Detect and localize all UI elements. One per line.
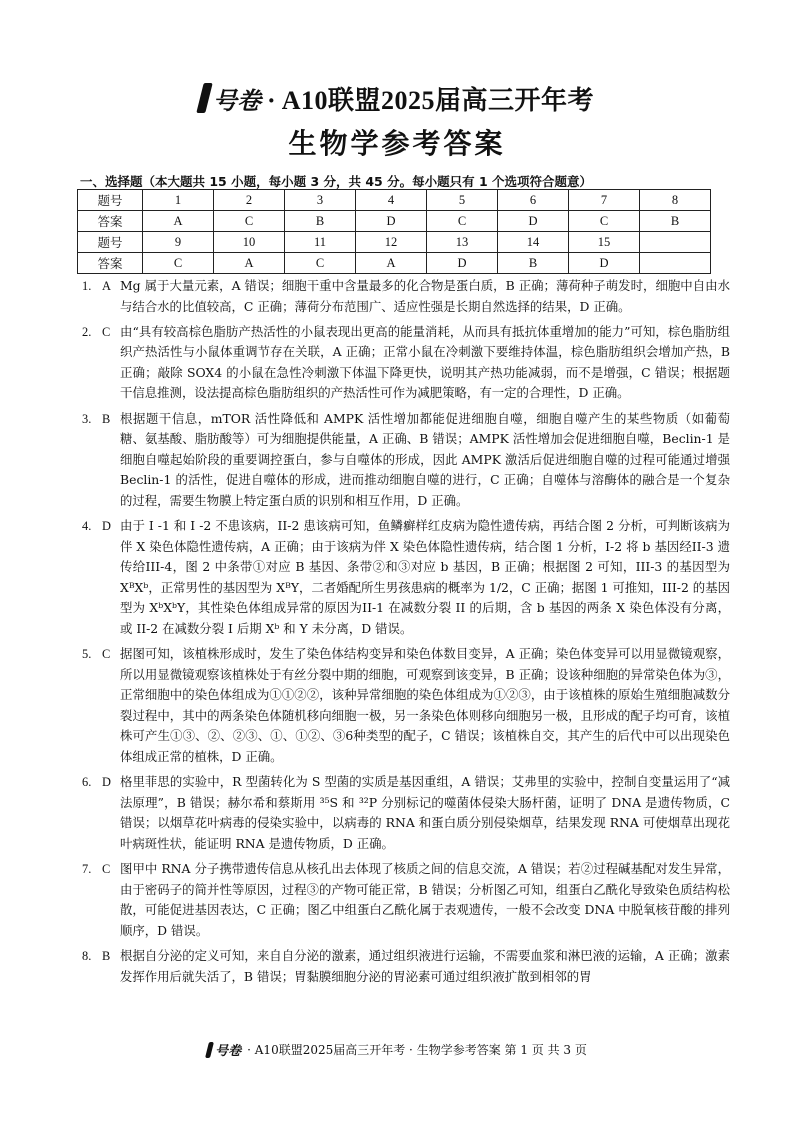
table-cell: C bbox=[143, 253, 214, 274]
item-answer: C bbox=[102, 324, 111, 339]
table-cell: A bbox=[356, 253, 427, 274]
item-answer: D bbox=[102, 519, 111, 534]
table-cell: 15 bbox=[569, 232, 640, 253]
table-cell: 3 bbox=[285, 190, 356, 211]
item-text: 格里菲思的实验中，R 型菌转化为 S 型菌的实质是基因重组，A 错误；艾弗里的实验中，控制自变量运用了“减法原理”，B 错误；赫尔希和蔡斯用 ³⁵S 和 ³²P 分别标记的噬菌体侵染大肠杆菌，证明了 DNA 是遗传物质，C 错误；以烟草花叶病毒的侵染实验中，以病毒的 RNA 和蛋白质分别侵染烟草，结果发现 RNA 可使烟草出现花叶病斑性状，能证明 RNA 是遗传物质，D 正确。 bbox=[120, 774, 730, 851]
item-number: 1. bbox=[82, 279, 92, 293]
item-number: 3. bbox=[82, 411, 92, 426]
logo-bar-icon bbox=[196, 83, 212, 113]
table-cell bbox=[640, 253, 711, 274]
table-cell: C bbox=[569, 211, 640, 232]
item-answer: A bbox=[102, 279, 111, 293]
answer-table bbox=[77, 189, 711, 274]
item-answer: B bbox=[102, 411, 111, 426]
item-text: 由“具有较高棕色脂肪产热活性的小鼠表现出更高的能量消耗，从而具有抵抗体重增加的能力”可知，棕色脂肪组织产热活性与小鼠体重调节存在关联，A 正确；正常小鼠在冷刺激下要维持体温，棕色脂肪组织会增加产热，B 正确；敲除 SOX4 的小鼠在急性冷刺激下体温下降更快，说明其产热功能减弱，而不是增强，C 错误；根据题干信息推测，设法提高棕色脂肪组织的产热活性可作为减肥策略，有一定的合理性，D 正确。 bbox=[120, 323, 730, 401]
table-cell: B bbox=[498, 253, 569, 274]
row-label: 答案 bbox=[78, 211, 143, 232]
table-row-answers-1 bbox=[78, 211, 711, 232]
table-cell: D bbox=[356, 211, 427, 232]
footer-logo-text: 号卷 bbox=[215, 1044, 242, 1059]
table-cell: B bbox=[285, 211, 356, 232]
item-number: 7. bbox=[82, 862, 92, 877]
item-text: Mg 属于大量元素，A 错误；细胞干重中含量最多的化合物是蛋白质，B 正确；薄荷种子萌发时，细胞中自由水与结合水的比值较高，C 正确；薄荷分布范围广、适应性强是长期自然选择的结果，D 正确。 bbox=[120, 278, 730, 314]
table-cell: 1 bbox=[143, 190, 214, 211]
item-text: 据图可知，该植株形成时，发生了染色体结构变异和染色体数目变异，A 正确；染色体变异可以用显微镜观察，所以用显微镜观察该植株处于有丝分裂中期的细胞，可观察到该变异，B 正确；设该种细胞的异常染色体为③，正常细胞中的染色体组成为①①②②，该种异常细胞的染色体组成为①②③，由于该植株的原始生殖细胞减数分裂过程中，其中的两条染色体随机移向细胞一极，另一条染色体则移向细胞另一极，且形成的配子均可育，该植株可产生①③、②、②③、①、①②、③6种类型的配子，C 错误；该植株自交，其产生的后代中可以出现染色体组成正常的植株，D 正确。 bbox=[120, 646, 730, 765]
item-text: 根据自分泌的定义可知，来自自分泌的激素，通过组织液进行运输，不需要血浆和淋巴液的运输，A 正确；激素发挥作用后就失活了，B 错误；胃黏膜细胞分泌的胃泌素可通过组织液扩散到相邻的胃 bbox=[120, 947, 730, 984]
table-cell: A bbox=[214, 253, 285, 274]
table-cell: D bbox=[427, 253, 498, 274]
footer-text: · A10联盟2025届高三开年考 · 生物学参考答案 第 1 页 共 3 页 bbox=[247, 1043, 587, 1057]
table-cell: 11 bbox=[285, 232, 356, 253]
table-cell: 8 bbox=[640, 190, 711, 211]
table-cell: D bbox=[498, 211, 569, 232]
item-number: 2. bbox=[82, 324, 92, 339]
table-cell: C bbox=[427, 211, 498, 232]
item-number: 6. bbox=[82, 775, 92, 790]
section-heading: 一、选择题（本大题共 15 小题，每小题 3 分，共 45 分。每小题只有 1 个选项符合题意） bbox=[80, 174, 593, 189]
exam-title bbox=[0, 78, 794, 118]
explanation-item-7 bbox=[82, 859, 730, 941]
table-cell: 6 bbox=[498, 190, 569, 211]
table-row-answers-2 bbox=[78, 253, 711, 274]
item-answer: C bbox=[102, 862, 111, 877]
table-cell: B bbox=[640, 211, 711, 232]
table-cell: A bbox=[143, 211, 214, 232]
explanation-item-5 bbox=[82, 644, 730, 768]
exam-title-text: · A10联盟2025届高三开年考 bbox=[266, 85, 594, 115]
table-cell: C bbox=[214, 211, 285, 232]
explanation-item-3 bbox=[82, 409, 730, 512]
table-cell: C bbox=[285, 253, 356, 274]
row-label: 题号 bbox=[78, 190, 143, 211]
item-text: 由于 I -1 和 I -2 不患该病，II-2 患该病可知，鱼鳞癣样红皮病为隐性遗传病，再结合图 2 分析，可判断该病为伴 X 染色体隐性遗传病，A 正确；由于该病为伴 X 染色体隐性遗传病，结合图 1 分析，I-2 将 b 基因经II-3 遗传给III-4，图 2 中条带①对应 B 基因、条带②和③对应 b 基因，B 正确；根据图 2 可知，III-3 的基因型为 XᴮXᵇ，正常男性的基因型为 XᴮY，二者婚配所生男孩患病的概率为 1/2，C 正确；据图 1 可推知，III-2 的基因型为 XᵇXᵇY，其性染色体组成异常的原因为II-1 在减数分裂 II 的后期，含 b 基因的两条 X 染色体没有分离，或 II-2 在减数分裂 I 后期 Xᵇ 和 Y 未分离，D 错误。 bbox=[120, 518, 730, 636]
explanation-item-4 bbox=[82, 516, 730, 640]
table-row-questions-2 bbox=[78, 232, 711, 253]
table-cell: 14 bbox=[498, 232, 569, 253]
page-footer bbox=[0, 1040, 794, 1059]
item-number: 8. bbox=[82, 948, 92, 963]
table-cell: 12 bbox=[356, 232, 427, 253]
item-answer: B bbox=[102, 948, 111, 963]
item-answer: C bbox=[102, 647, 111, 662]
item-number: 4. bbox=[82, 519, 92, 534]
explanation-item-1 bbox=[82, 276, 730, 317]
item-answer: D bbox=[102, 775, 111, 790]
footer-logo bbox=[207, 1040, 241, 1059]
logo-bar-icon bbox=[205, 1042, 214, 1058]
row-label: 题号 bbox=[78, 232, 143, 253]
explanation-item-8 bbox=[82, 946, 730, 987]
row-label: 答案 bbox=[78, 253, 143, 274]
table-cell: 7 bbox=[569, 190, 640, 211]
explanation-item-6 bbox=[82, 772, 730, 854]
table-cell: 10 bbox=[214, 232, 285, 253]
table-cell: 5 bbox=[427, 190, 498, 211]
explanation-list bbox=[82, 276, 730, 992]
item-number: 5. bbox=[82, 647, 92, 662]
table-cell: 2 bbox=[214, 190, 285, 211]
table-cell bbox=[640, 232, 711, 253]
logo-text: 号卷 bbox=[212, 85, 261, 115]
page-subtitle: 生物学参考答案 bbox=[288, 127, 506, 160]
item-text: 图甲中 RNA 分子携带遗传信息从核孔出去体现了核质之间的信息交流，A 错误；若②过程碱基配对发生异常，由于密码子的简并性等原因，过程③的产物可能正常，B 错误；分析图乙可知，组蛋白乙酰化导致染色质结构松散，可能促进基因表达，C 正确；图乙中组蛋白乙酰化属于表观遗传，一般不会改变 DNA 中脱氧核苷酸的排列顺序，D 错误。 bbox=[120, 861, 730, 938]
explanation-item-2 bbox=[82, 322, 730, 404]
exam-logo bbox=[200, 81, 261, 116]
table-cell: 13 bbox=[427, 232, 498, 253]
table-cell: 4 bbox=[356, 190, 427, 211]
table-cell: D bbox=[569, 253, 640, 274]
item-text: 根据题干信息，mTOR 活性降低和 AMPK 活性增加都能促进细胞自噬，细胞自噬产生的某些物质（如葡萄糖、氨基酸、脂肪酸等）可为细胞提供能量，A 正确、B 错误；AMPK 活性增加会促进细胞自噬，Beclin-1 是细胞自噬起始阶段的重要调控蛋白，参与自噬体的形成，因此 AMPK 激活后促进细胞自噬的过程可能通过增强 Beclin-1 的活性，促进自噬体的形成，进而推动细胞自噬的进行，C 正确；自噬体与溶酶体的融合是一个复杂的过程，需要生物膜上特定蛋白质的识别和相互作用，D 正确。 bbox=[120, 410, 730, 508]
table-cell: 9 bbox=[143, 232, 214, 253]
table-row-questions-1 bbox=[78, 190, 711, 211]
